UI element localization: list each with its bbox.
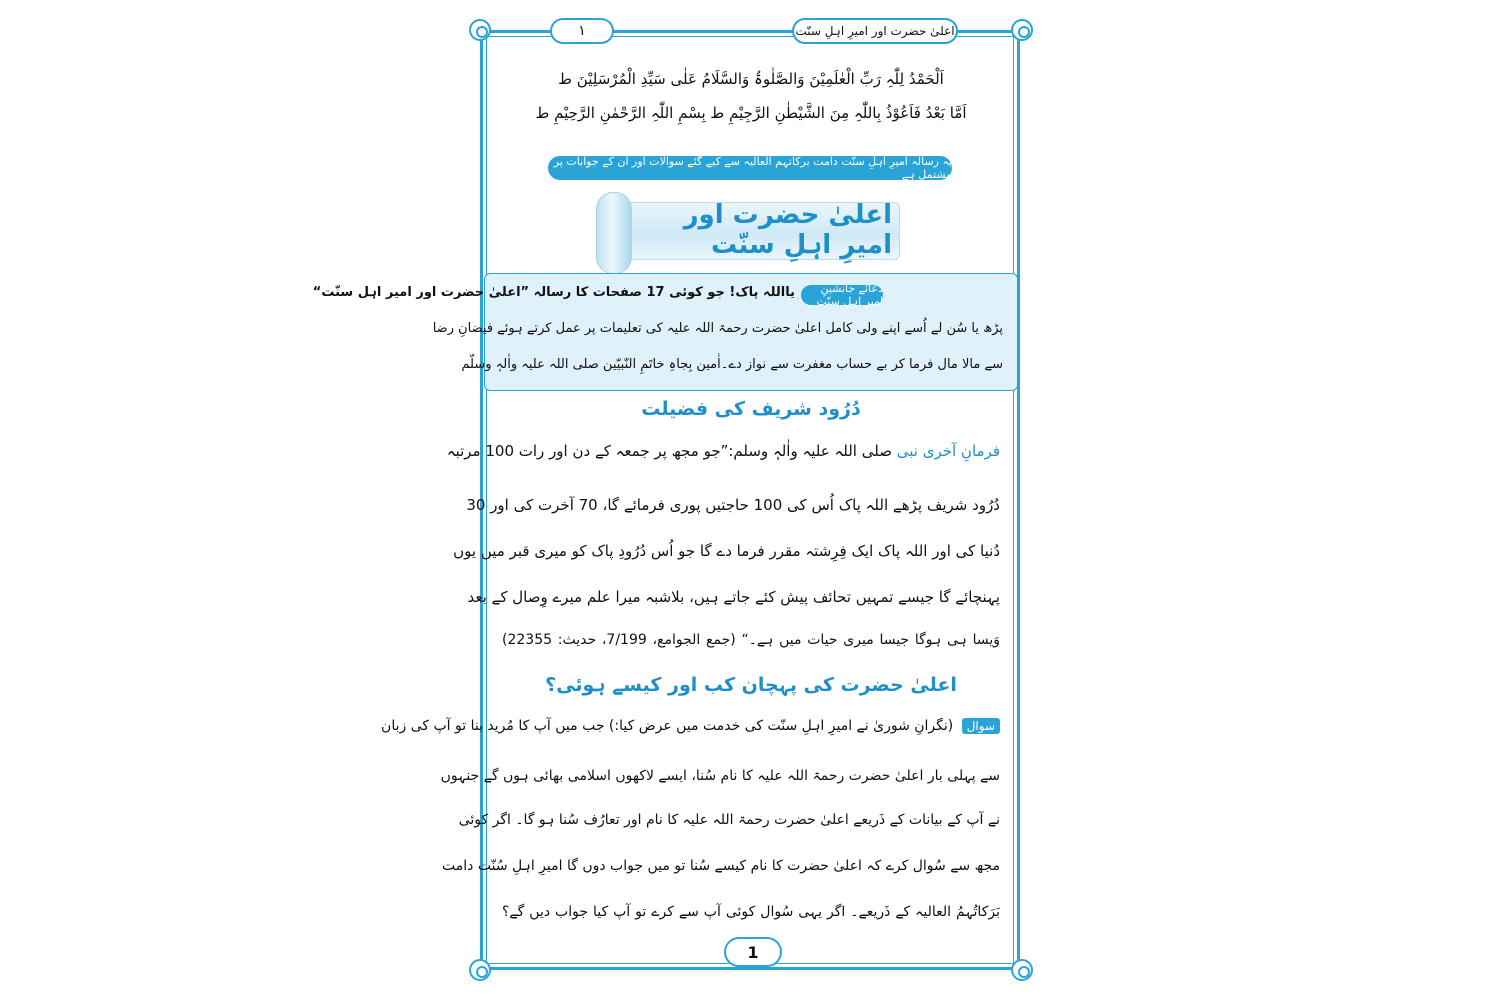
question-line-4: مجھ سے سُوال کرے کہ اعلیٰ حضرت کا نام کیسے سُنا تو میں جواب دوں گا امیرِ اہلِ سُنّت دامت [442, 858, 1000, 874]
durood-line-1 [446, 442, 1000, 460]
intro-banner [548, 156, 952, 180]
question-line-3: نے آپ کے بیانات کے ذَریعے اعلیٰ حضرت رحمۃ اللہ علیہ کا نام اور تعارُف سُنا ہو گا۔ اگر کوئی [458, 812, 1000, 828]
header-page-number-text: ١ [578, 23, 586, 39]
corner-ornament-icon [1011, 19, 1033, 41]
title-scroll [592, 190, 904, 274]
running-title [792, 18, 958, 44]
durood-line-2: دُرُود شریف پڑھے اللہ پاک اُس کی 100 حاجتیں پوری فرمائے گا، 70 آخرت کی اور 30 [466, 496, 1000, 514]
header-page-number [550, 18, 614, 44]
book-page [312, 12, 1040, 988]
corner-ornament-icon [469, 19, 491, 41]
opening-line-2: اَمَّا بَعْدُ فَاَعُوْذُ بِاللّٰہِ مِنَ الشَّیْطٰنِ الرَّجِیْمِ ط بِسْمِ اللّٰہِ الرَّحْمٰنِ الرَّحِیْمِ ط [535, 104, 967, 122]
intro-banner-text: یہ رسالہ امیرِ اہلِ سنّت دامت برکاتہم العالیہ سے کیے گئے سوالات اور ان کے جوابات پر مشتمل ہے [553, 155, 952, 181]
dua-line-2: پڑھ یا سُن لے اُسے اپنے ولی کامل اعلیٰ حضرت رحمۃ اللہ علیہ کی تعلیمات پر عمل کرتے ہوئے فیضانِ رضا [432, 321, 1003, 336]
opening-line-1: اَلْحَمْدُ لِلّٰہِ رَبِّ الْعٰلَمِیْنَ وَالصَّلٰوۃُ وَالسَّلَامُ عَلٰی سَیِّدِ الْمُرْسَلِیْنَ ط [558, 70, 944, 88]
corner-ornament-icon [469, 959, 491, 981]
running-title-text: اعلیٰ حضرت اور امیرِ اہلِ سنّت [795, 24, 955, 38]
question-line-5: بَرَکاتُہمُ العالیہ کے ذَریعے۔ اگر یہی سُوال کوئی آپ سے کرے تو آپ کیا جواب دیں گے؟ [502, 904, 1000, 920]
footer-page-number-text: 1 [747, 942, 759, 962]
question-line-1 [381, 718, 1000, 734]
section-heading-durood: دُرُود شریف کی فضیلت [641, 398, 861, 420]
dua-box [312, 273, 1018, 391]
question-line-2: سے پہلی بار اعلیٰ حضرت رحمۃ اللہ علیہ کا نام سُنا، ایسے لاکھوں اسلامی بھائی ہوں گے جنہوں [440, 768, 1000, 784]
durood-line-3: دُنیا کی اور اللہ پاک ایک فِرِشتہ مقرر فرما دے گا جو اُس دُرُودِ پاک کو میری قبر میں یوں [453, 542, 1000, 560]
durood-line-1-prefix: فرمانِ آخری نبی [896, 442, 1000, 460]
question-line-1-text: (نگرانِ شوریٰ نے امیرِ اہلِ سنّت کی خدمت میں عرض کیا:) جب میں آپ کا مُرید بنا تو آپ کی زبان [381, 718, 954, 734]
durood-line-4: پہنچائے گا جیسے تمہیں تحائف پیش کئے جاتے ہیں، بلاشبہ میرا علم میرے وِصال کے بعد [467, 588, 1000, 606]
footer-page-number [724, 937, 782, 967]
question-badge: سوال [962, 718, 1000, 734]
corner-ornament-icon [1011, 959, 1033, 981]
dua-tag: دعائے جانشینِ امیرِ اہلِ سنّت [801, 285, 883, 305]
durood-line-5: وَیسا ہی ہوگا جیسا میری حیات میں ہے۔“ (جمع الجوامع، 7/199، حدیث: 22355) [502, 632, 1000, 648]
section-heading-pehchan: اعلیٰ حضرت کی پہچان کب اور کیسے ہوئی؟ [545, 674, 957, 696]
durood-line-1-text: صلی اللہ علیہ واٰلہٖ وسلم:”جو مجھ پر جمعہ کے دن اور رات 100 مرتبہ [446, 442, 892, 460]
dua-line-3: سے مالا مال فرما کر بے حساب مغفرت سے نواز دے۔اٰمین بِجاہِ خاتَمِ النّبیّین صلی اللہ علیہ واٰلہٖ وسلّم [461, 357, 1003, 372]
dua-line-1: یااللہ پاک! جو کوئی 17 صفحات کا رسالہ ”اعلیٰ حضرت اور امیر اہل سنّت“ [312, 285, 795, 300]
scroll-roll-icon [596, 192, 632, 274]
page-title: اعلیٰ حضرت اور امیرِ اہلِ سنّت [683, 200, 892, 260]
